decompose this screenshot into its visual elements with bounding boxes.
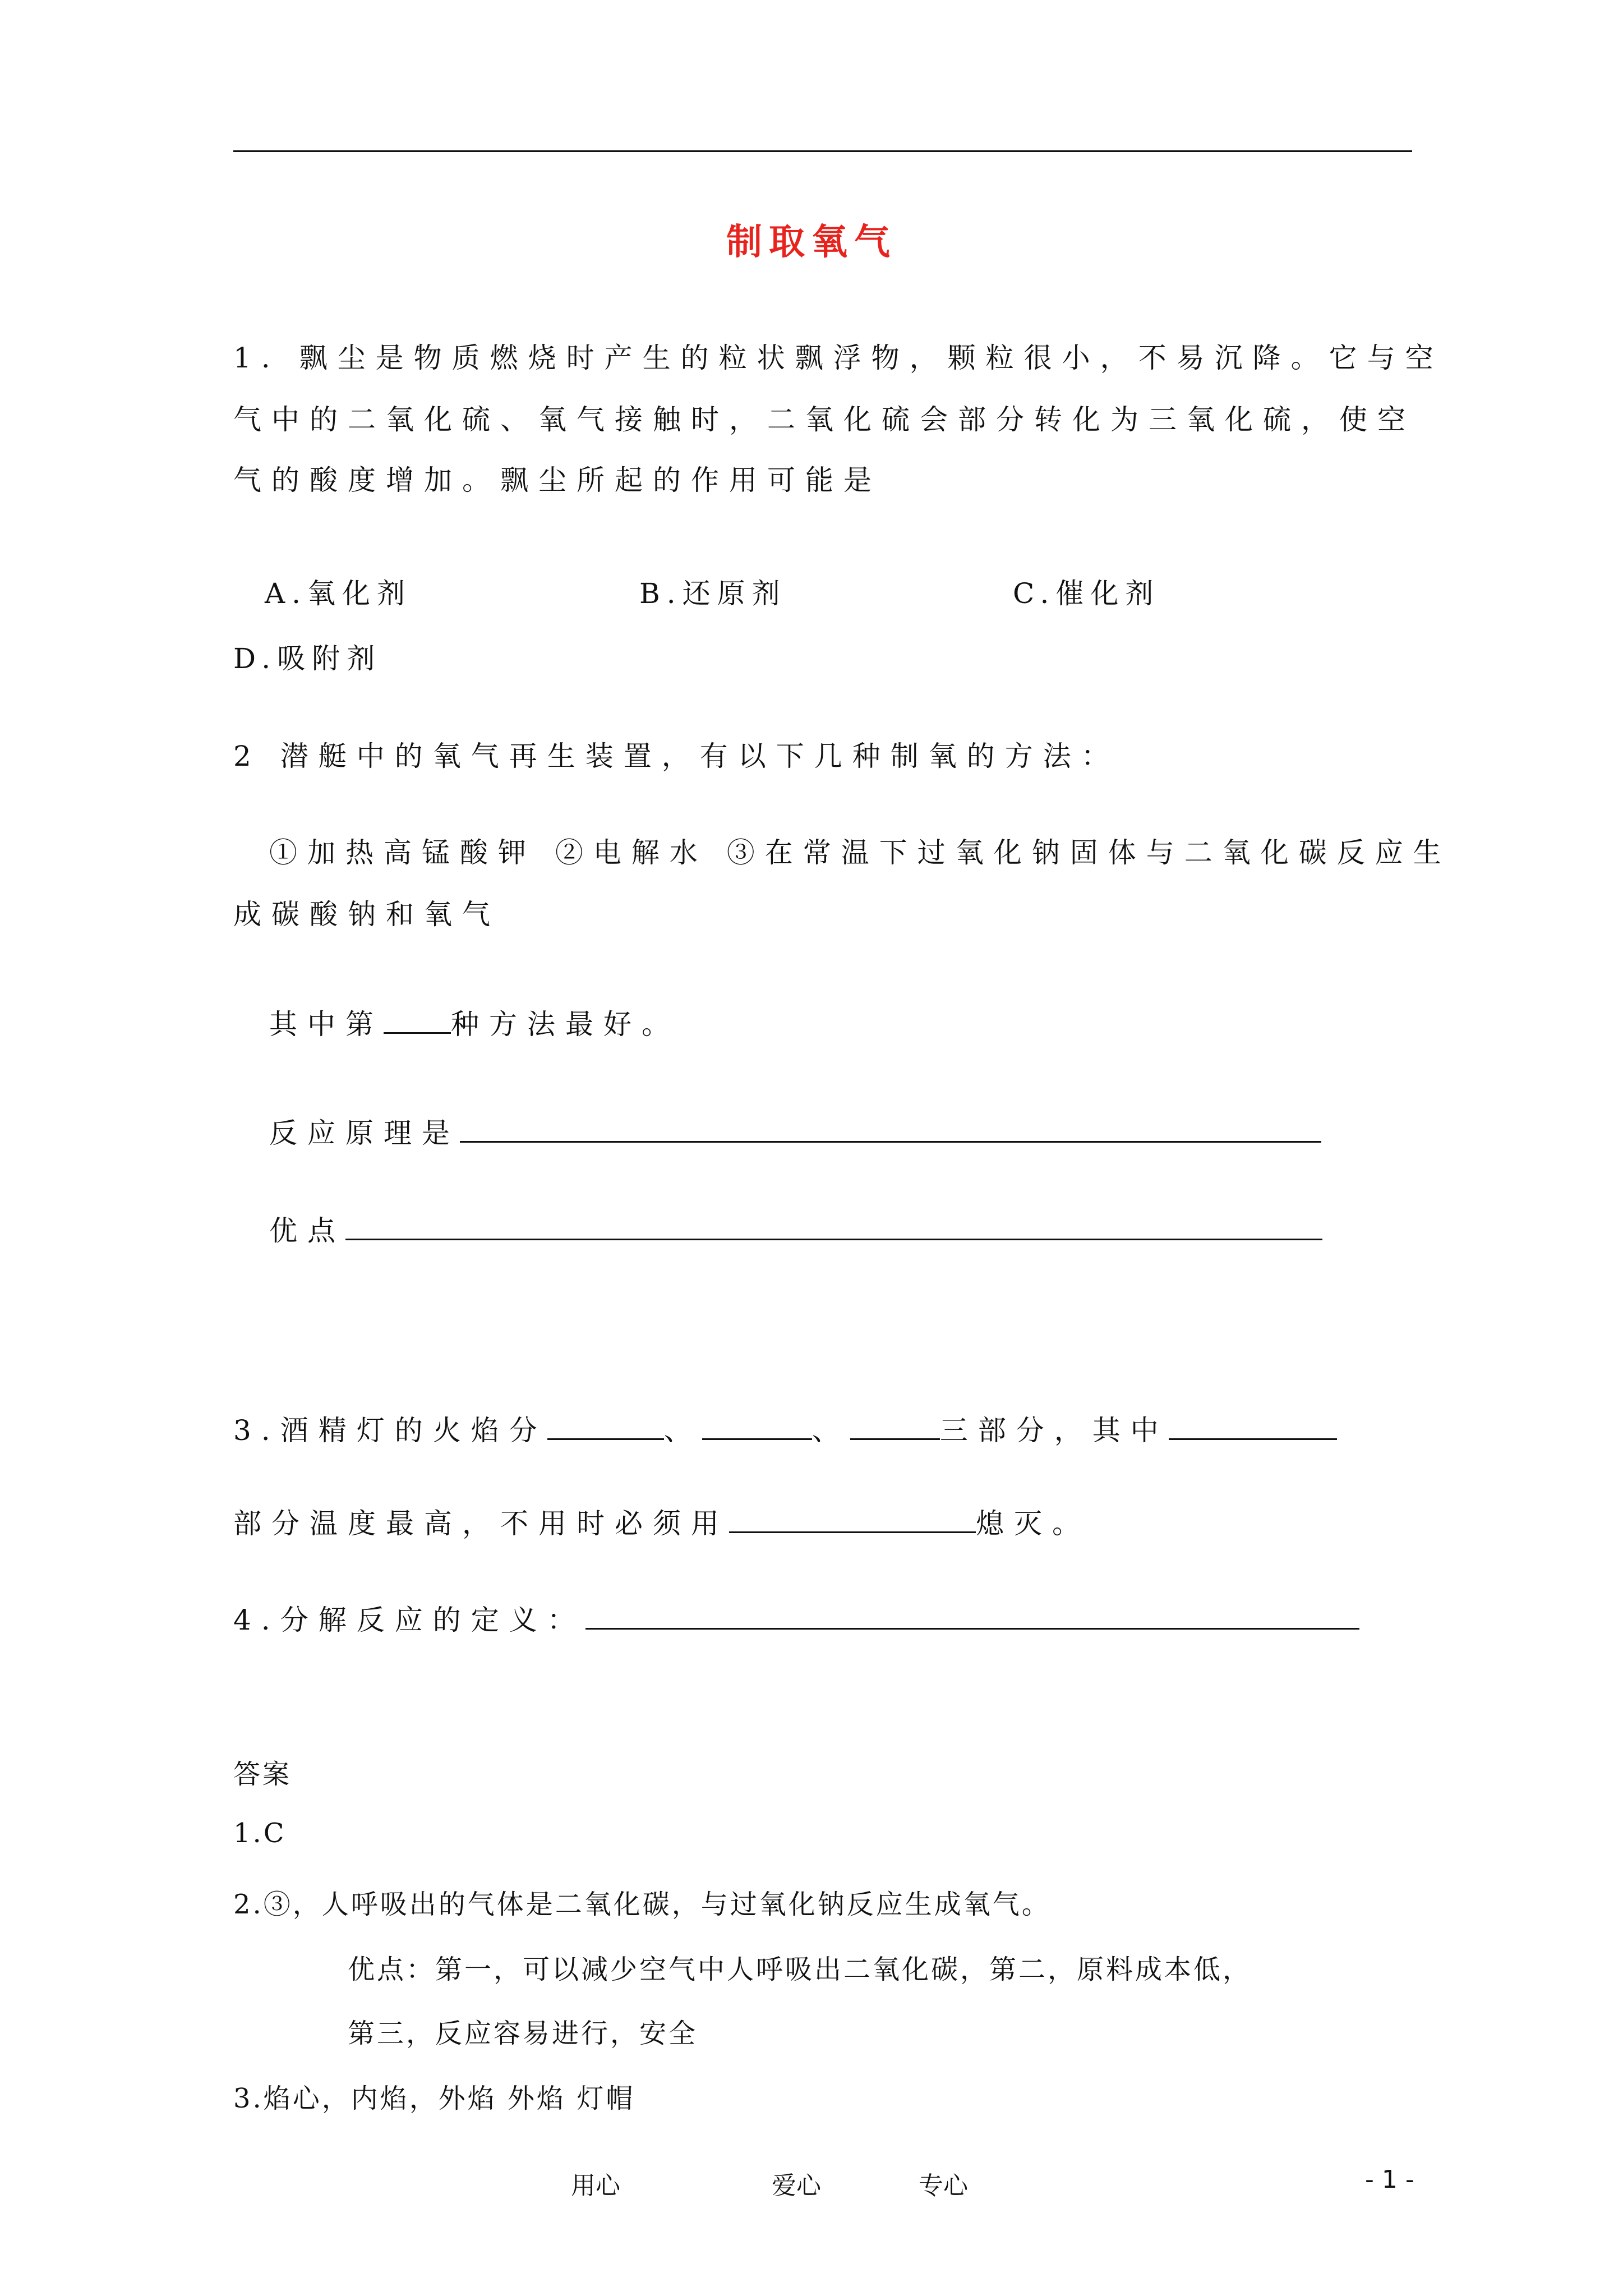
definition-blank[interactable] (585, 1603, 1359, 1630)
flame-part-1-blank[interactable] (547, 1414, 664, 1440)
option-a: A.氧化剂 (265, 577, 412, 610)
answer-2-advantages-line-1: 优点：第一，可以减少空气中人呼吸出二氧化碳，第二，原料成本低， (348, 1954, 1252, 1985)
option-b: B.还原剂 (639, 577, 787, 610)
q3-prefix: 3.酒精灯的火焰分 (233, 1414, 547, 1447)
principle-blank[interactable] (460, 1116, 1321, 1143)
q3-sep-1: 、 (663, 1414, 702, 1447)
question-2-best-method (269, 1007, 680, 1041)
hottest-part-blank[interactable] (1169, 1414, 1337, 1440)
question-2-principle (269, 1116, 1321, 1150)
flame-part-3-blank[interactable] (850, 1414, 940, 1440)
q3-mid: 三部分，其中 (939, 1414, 1169, 1447)
answers-heading: 答案 (233, 1759, 292, 1790)
question-1-line-3: 气的酸度增加。飘尘所起的作用可能是 (233, 464, 882, 496)
answer-2: 2.③，人呼吸出的气体是二氧化碳，与过氧化钠反应生成氧气。 (233, 1889, 1051, 1920)
q3-sep-2: 、 (811, 1414, 850, 1447)
best-suffix: 种方法最好。 (451, 1008, 680, 1041)
q3-line2-prefix: 部分温度最高，不用时必须用 (233, 1507, 729, 1540)
option-d: D.吸附剂 (233, 642, 382, 675)
footer-word-2: 爱心 (772, 2171, 821, 2200)
option-c: C.催化剂 (1013, 577, 1160, 610)
header-rule (233, 150, 1412, 152)
question-2-methods-line-1: ①加热高锰酸钾 ②电解水 ③在常温下过氧化钠固体与二氧化碳反应生 (269, 836, 1451, 869)
question-1-line-2: 气中的二氧化硫、氧气接触时，二氧化硫会部分转化为三氧化硫，使空 (233, 403, 1415, 436)
page-number: - 1 - (1365, 2165, 1414, 2194)
q3-line2-suffix: 熄灭。 (976, 1507, 1090, 1540)
question-1-line-1: 1. 飘尘是物质燃烧时产生的粒状飘浮物，颗粒很小，不易沉降。它与空 (233, 342, 1444, 374)
question-3-line-1 (233, 1414, 1337, 1447)
advantage-blank[interactable] (345, 1214, 1322, 1240)
question-2-stem: 2 潜艇中的氧气再生装置，有以下几种制氧的方法： (233, 740, 1119, 772)
footer-word-1: 用心 (571, 2171, 620, 2200)
best-method-blank[interactable] (384, 1007, 451, 1034)
flame-part-2-blank[interactable] (702, 1414, 812, 1440)
principle-label: 反应原理是 (269, 1117, 460, 1149)
footer-word-3: 专心 (919, 2171, 968, 2200)
best-prefix: 其中第 (269, 1008, 384, 1041)
answer-2-advantages-line-2: 第三，反应容易进行，安全 (348, 2018, 698, 2049)
q4-label: 4.分解反应的定义： (233, 1604, 585, 1636)
answer-1: 1.C (233, 1818, 287, 1849)
advantage-label: 优点 (269, 1214, 345, 1247)
question-2-methods-line-2: 成碳酸钠和氧气 (233, 898, 500, 931)
question-3-line-2 (233, 1507, 1090, 1540)
question-4 (233, 1603, 1359, 1637)
page-title: 制取氧气 (726, 221, 897, 263)
extinguish-tool-blank[interactable] (729, 1507, 976, 1533)
answer-3: 3.焰心，内焰，外焰 外焰 灯帽 (233, 2083, 635, 2114)
question-2-advantage (269, 1214, 1322, 1248)
